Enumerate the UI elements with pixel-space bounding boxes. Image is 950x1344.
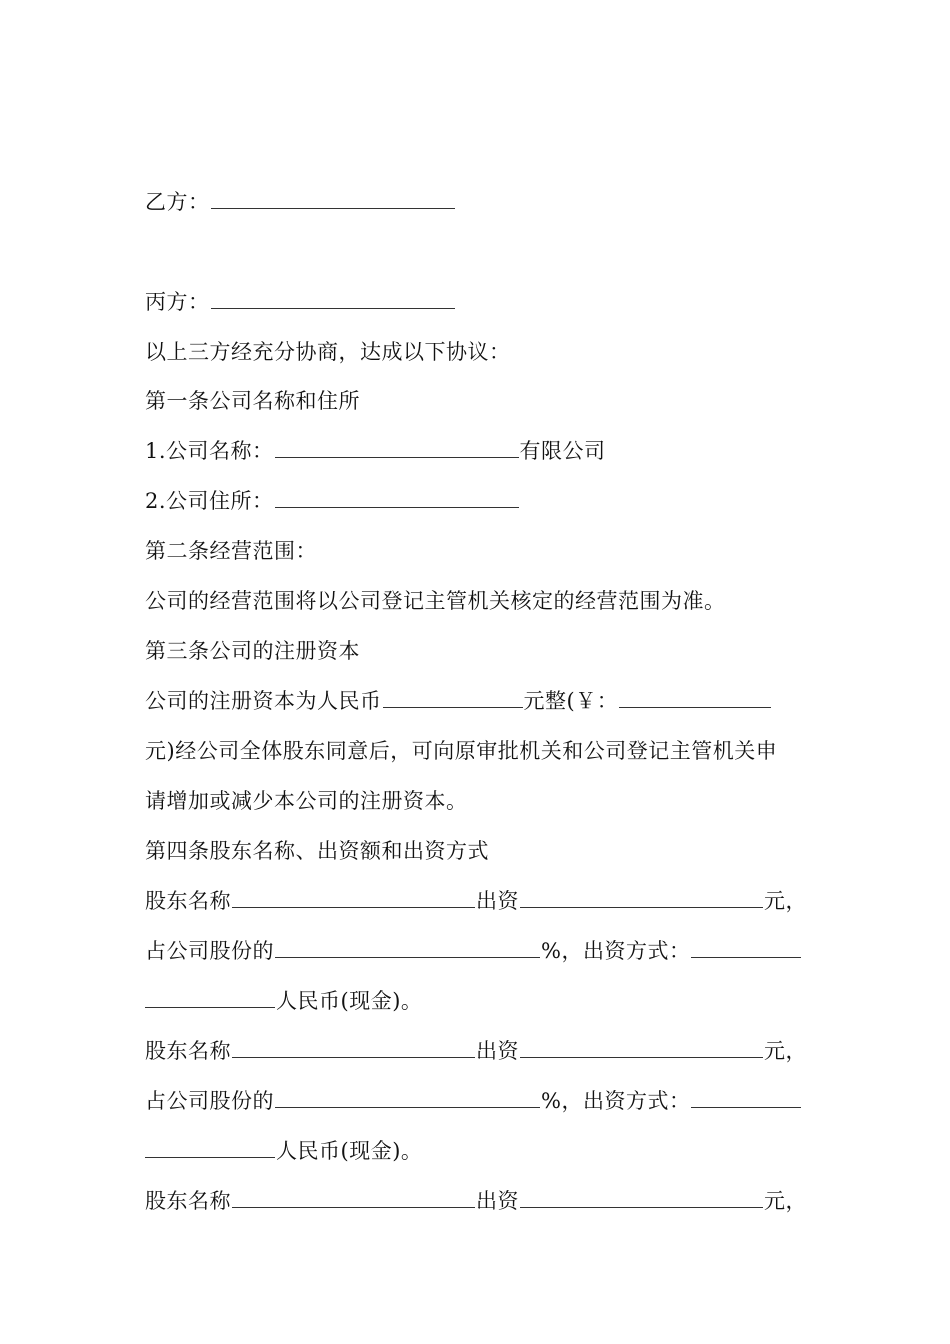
capital-figure-blank[interactable] (619, 687, 771, 708)
party-c-blank[interactable] (211, 288, 455, 309)
company-name-line (145, 436, 606, 466)
company-address-blank[interactable] (275, 487, 519, 508)
company-name-label: 1.公司名称： (145, 439, 274, 463)
shareholder-1-line (145, 886, 807, 916)
contribution-amount-blank[interactable] (520, 1187, 763, 1208)
party-c-label: 丙方： (145, 290, 210, 314)
article-1-title: 第一条公司名称和住所 (145, 389, 360, 413)
shareholder-label: 股东名称 (145, 1189, 231, 1213)
contribution-label: 出资 (476, 1189, 519, 1213)
method-blank-cont[interactable] (145, 1137, 275, 1158)
share-label: 占公司股份的 (145, 939, 274, 963)
yuan-label: 元， (764, 1039, 807, 1063)
article-2-title: 第二条经营范围： (145, 539, 317, 563)
shareholder-1-method-line (145, 986, 422, 1016)
capital-text-a: 公司的注册资本为人民币 (145, 689, 382, 713)
capital-line-1 (145, 686, 772, 716)
capital-line-2: 元)经公司全体股东同意后，可向原审批机关和公司登记主管机关申 (145, 739, 778, 763)
article-3-title: 第三条公司的注册资本 (145, 639, 360, 663)
shareholder-label: 股东名称 (145, 889, 231, 913)
method-blank[interactable] (691, 1087, 801, 1108)
percent-method-label: %，出资方式： (541, 1089, 691, 1113)
method-blank-cont[interactable] (145, 987, 275, 1008)
shareholder-label: 股东名称 (145, 1039, 231, 1063)
capital-line-3: 请增加或减少本公司的注册资本。 (145, 789, 468, 813)
contribution-label: 出资 (476, 1039, 519, 1063)
party-c-line (145, 287, 456, 317)
shareholder-2-method-line (145, 1136, 422, 1166)
shareholder-3-line (145, 1186, 807, 1216)
company-address-line (145, 486, 520, 516)
share-percent-blank[interactable] (275, 1087, 540, 1108)
party-b-line (145, 187, 456, 217)
percent-method-label: %，出资方式： (541, 939, 691, 963)
article-4-title: 第四条股东名称、出资额和出资方式 (145, 839, 489, 863)
rmb-cash-label: 人民币(现金)。 (276, 989, 423, 1013)
party-b-blank[interactable] (211, 188, 455, 209)
capital-text-b: 元整(￥： (523, 689, 619, 713)
contribution-amount-blank[interactable] (520, 887, 763, 908)
shareholder-1-share-line (145, 936, 802, 966)
capital-amount-blank[interactable] (383, 687, 523, 708)
company-name-suffix: 有限公司 (519, 439, 606, 463)
party-b-label: 乙方： (145, 190, 210, 214)
share-label: 占公司股份的 (145, 1089, 274, 1113)
shareholder-name-blank[interactable] (232, 1187, 475, 1208)
intro-text: 以上三方经充分协商，达成以下协议： (145, 340, 511, 364)
article-2-body: 公司的经营范围将以公司登记主管机关核定的经营范围为准。 (145, 589, 726, 613)
shareholder-name-blank[interactable] (232, 1037, 475, 1058)
share-percent-blank[interactable] (275, 937, 540, 958)
company-address-label: 2.公司住所： (145, 489, 274, 513)
yuan-label: 元， (764, 1189, 807, 1213)
shareholder-2-line (145, 1036, 807, 1066)
method-blank[interactable] (691, 937, 801, 958)
shareholder-2-share-line (145, 1086, 802, 1116)
yuan-label: 元， (764, 889, 807, 913)
rmb-cash-label: 人民币(现金)。 (276, 1139, 423, 1163)
company-name-blank[interactable] (275, 437, 519, 458)
contribution-amount-blank[interactable] (520, 1037, 763, 1058)
shareholder-name-blank[interactable] (232, 887, 475, 908)
contribution-label: 出资 (476, 889, 519, 913)
